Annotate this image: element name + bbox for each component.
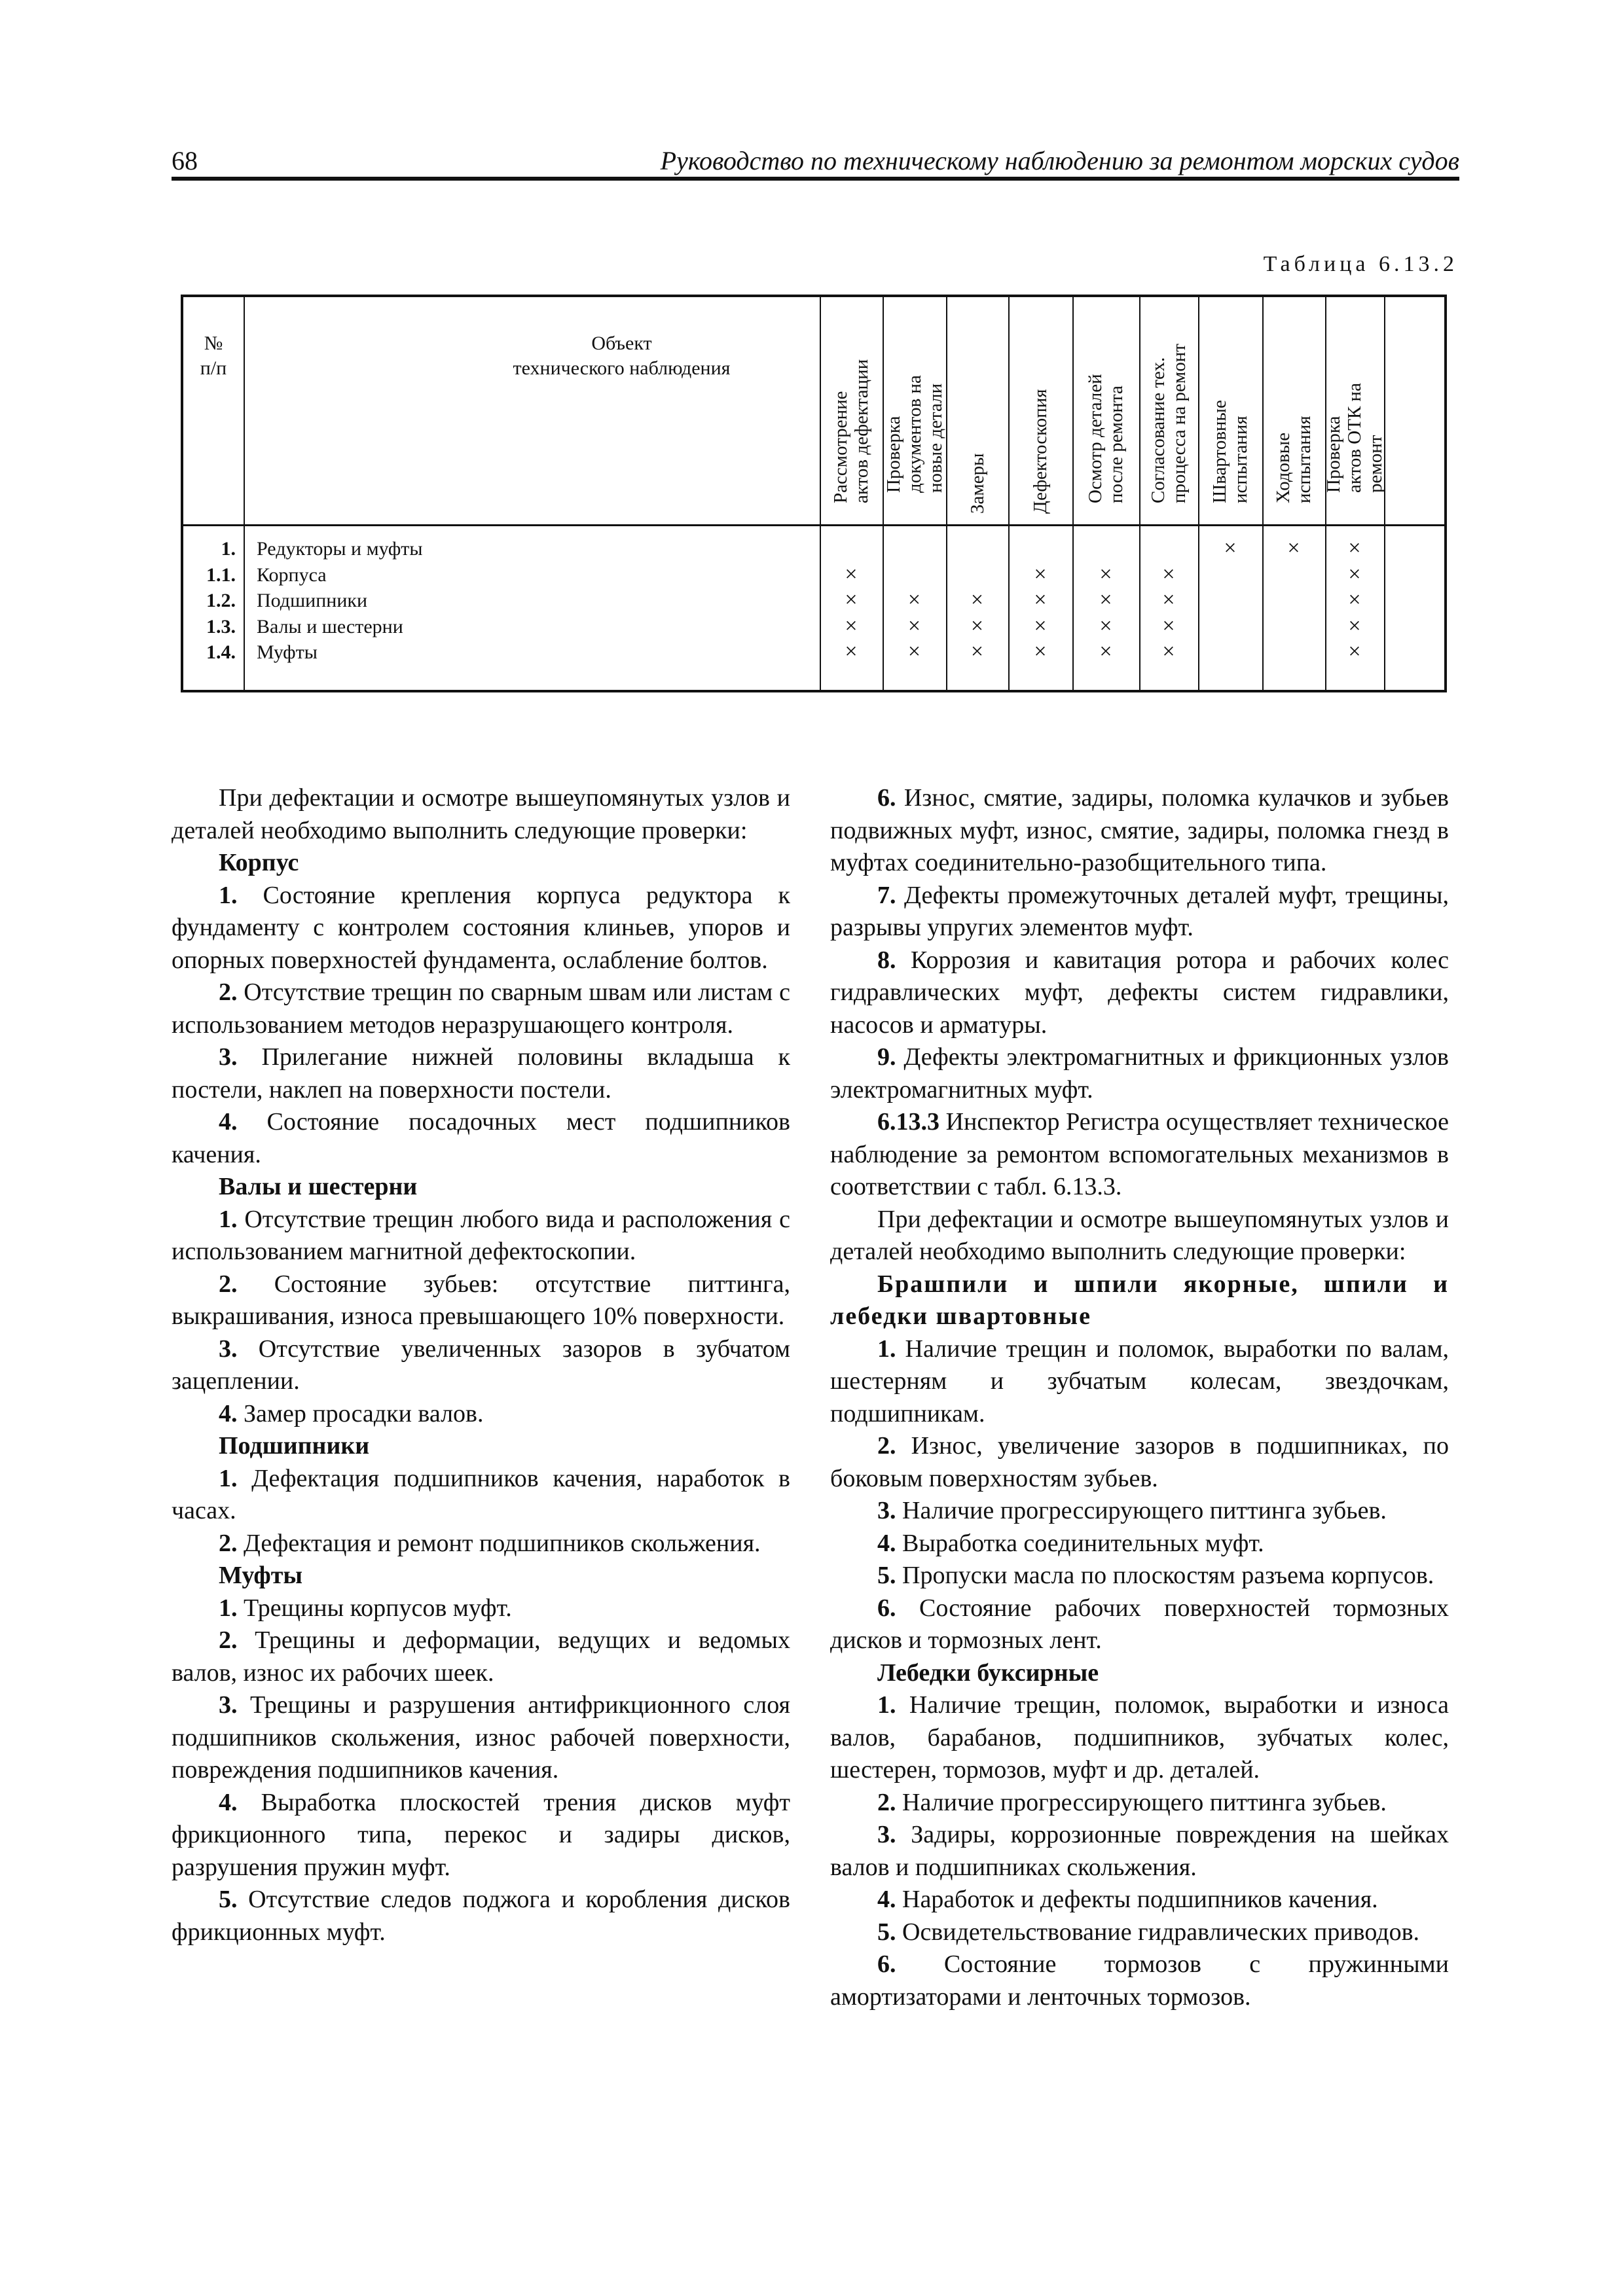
- item-number: 1.: [877, 1691, 896, 1719]
- list-item: [172, 1884, 790, 1948]
- check-mark: ×: [907, 613, 921, 638]
- col-header-label: Проверка документов на новые детали: [883, 375, 946, 493]
- col-header-7: [1262, 297, 1325, 524]
- col-header-5: [1139, 297, 1198, 524]
- item-text: Состояние рабочих поверхностей тормозных дисков и тормозных лент.: [830, 1594, 1449, 1654]
- item-text: Наработок и дефекты подшипников качения.: [896, 1886, 1378, 1913]
- item-number: 6.13.3: [877, 1108, 939, 1136]
- list-item: [172, 1398, 790, 1431]
- item-number: 2.: [219, 1529, 238, 1557]
- row-object-name: Муфты: [257, 641, 318, 663]
- list-item: [172, 880, 790, 977]
- item-text: Состояние тормозов с пружинными амортизаторами и ленточных тормозов.: [830, 1950, 1449, 2011]
- col-header-label: Рассмотрение актов дефектации: [830, 359, 872, 503]
- col-header-6: [1198, 297, 1262, 524]
- check-mark: ×: [845, 639, 858, 664]
- check-mark: ×: [1162, 639, 1175, 664]
- item-number: 5.: [877, 1562, 896, 1589]
- item-number: 6.: [877, 1594, 896, 1622]
- item-text: Наличие трещин, поломок, выработки и износа валов, барабанов, подшипников, зубчатых колес, шестерен, тормозов, муфт и др. деталей.: [830, 1691, 1449, 1784]
- table-label: Таблица 6.13.2: [1263, 252, 1458, 276]
- list-item: [172, 1106, 790, 1171]
- item-number: 2.: [877, 1432, 896, 1460]
- item-text: Отсутствие трещин любого вида и расположения с использованием магнитной дефектоскопии.: [172, 1205, 790, 1265]
- table-header-divider: [183, 524, 1444, 526]
- section-heading: Валы и шестерни: [219, 1173, 418, 1200]
- item-number: 3.: [219, 1335, 238, 1363]
- item-number: 4.: [219, 1399, 238, 1427]
- check-mark: ×: [1034, 639, 1047, 664]
- col-header-label: Согласование тех. процесса на ремонт: [1148, 344, 1190, 503]
- item-text: Износ, смятие, задиры, поломка кулачков и зубьев подвижных муфт, износ, смятие, задиры, поломка гнезд в муфтах соединительно-разобщительного типа.: [830, 784, 1449, 876]
- check-mark: ×: [1099, 588, 1112, 612]
- check-mark: ×: [1224, 536, 1237, 560]
- check-mark: ×: [1348, 588, 1361, 612]
- col-header-label: Дефектоскопия: [1030, 389, 1051, 514]
- col-header-label: Ходовые испытания: [1273, 416, 1315, 503]
- item-text: Наличие прогрессирующего питтинга зубьев.: [896, 1788, 1387, 1816]
- item-number: 5.: [877, 1918, 896, 1946]
- list-item: [830, 1948, 1449, 2013]
- list-item: [172, 1787, 790, 1884]
- list-item: [172, 1592, 790, 1625]
- list-item: [830, 1916, 1449, 1949]
- check-mark: ×: [1162, 588, 1175, 612]
- list-item: [830, 1041, 1449, 1106]
- item-number: 4.: [219, 1108, 238, 1136]
- item-text: Трещины и деформации, ведущих и ведомых валов, износ их рабочих шеек.: [172, 1626, 790, 1687]
- col-header-1: [883, 297, 946, 524]
- check-mark: ×: [845, 613, 858, 638]
- item-number: 2.: [877, 1788, 896, 1816]
- check-mark: ×: [970, 588, 984, 612]
- item-number: 1.: [877, 1335, 896, 1363]
- check-mark: ×: [845, 588, 858, 612]
- check-mark: ×: [970, 639, 984, 664]
- list-item: [830, 1430, 1449, 1495]
- table-vline: [244, 297, 245, 690]
- item-number: 1.: [219, 1205, 238, 1233]
- item-text: Пропуски масла по плоскостям разъема корпусов.: [896, 1562, 1434, 1589]
- check-mark: ×: [1348, 613, 1361, 638]
- check-mark: ×: [1348, 536, 1361, 560]
- list-item: [830, 1884, 1449, 1916]
- item-number: 2.: [219, 1270, 238, 1298]
- list-item: [830, 944, 1449, 1042]
- check-mark: ×: [1034, 588, 1047, 612]
- list-item: [172, 1268, 790, 1333]
- paragraph: При дефектации и осмотре вышеупомянутых узлов и деталей необходимо выполнить следующие проверки:: [172, 784, 790, 844]
- item-text: Трещины корпусов муфт.: [237, 1594, 512, 1622]
- right-text-column: [830, 782, 1449, 2013]
- section-heading: Муфты: [219, 1562, 303, 1589]
- item-text: Трещины и разрушения антифрикционного слоя подшипников скольжения, износ рабочей поверхности, повреждения подшипников качения.: [172, 1691, 790, 1784]
- item-text: Состояние крепления корпуса редуктора к фундаменту с контролем состояния клиньев, упоров и опорных поверхностей фундамента, ослабление болтов.: [172, 881, 790, 974]
- list-item: [830, 782, 1449, 880]
- row-number: 1.2.: [206, 590, 236, 611]
- item-number: 5.: [219, 1886, 238, 1913]
- check-mark: ×: [1348, 562, 1361, 586]
- list-item: [830, 1787, 1449, 1820]
- col-header-label: Замеры: [966, 453, 988, 514]
- item-text: Состояние посадочных мест подшипников качения.: [172, 1108, 790, 1168]
- col-header-2: [946, 297, 1008, 524]
- item-number: 6.: [877, 784, 896, 812]
- item-number: 3.: [877, 1497, 896, 1524]
- item-number: 2.: [219, 978, 238, 1006]
- list-item: [830, 1106, 1449, 1204]
- check-mark: ×: [845, 562, 858, 586]
- row-object-name: Корпуса: [257, 564, 327, 586]
- list-item: [830, 1819, 1449, 1884]
- list-item: [830, 880, 1449, 944]
- item-text: Инспектор Регистра осуществляет техническое наблюдение за ремонтом вспомогательных механизмов в соответствии с табл. 6.13.3.: [830, 1108, 1449, 1200]
- row-number: 1.3.: [206, 615, 236, 637]
- row-object-name: Редукторы и муфты: [257, 538, 423, 560]
- list-item: [830, 1528, 1449, 1560]
- item-number: 9.: [877, 1043, 896, 1071]
- col-header-0: [820, 297, 883, 524]
- list-item: [172, 977, 790, 1041]
- row-object-name: Валы и шестерни: [257, 615, 403, 637]
- item-number: 3.: [219, 1691, 238, 1719]
- list-item: [830, 1495, 1449, 1528]
- row-number: 1.4.: [206, 641, 236, 663]
- check-mark: ×: [907, 639, 921, 664]
- list-item: [830, 1560, 1449, 1592]
- page-number: 68: [172, 146, 198, 175]
- item-number: 4.: [219, 1788, 238, 1816]
- item-number: 3.: [219, 1043, 238, 1071]
- check-mark: ×: [970, 613, 984, 638]
- item-text: Коррозия и кавитация ротора и рабочих колес гидравлических муфт, дефекты систем гидравлики, насосов и арматуры.: [830, 946, 1449, 1039]
- left-text-column: [172, 782, 790, 1948]
- section-heading: Корпус: [219, 849, 299, 876]
- col-header-4: [1072, 297, 1139, 524]
- item-text: Дефектация и ремонт подшипников скольжения.: [237, 1529, 761, 1557]
- item-number: 1.: [219, 881, 238, 909]
- row-number: 1.: [221, 538, 236, 560]
- item-text: Освидетельствование гидравлических приводов.: [896, 1918, 1420, 1946]
- item-text: Выработка плоскостей трения дисков муфт фрикционного типа, перекос и задиры дисков, разрушения пружин муфт.: [172, 1788, 790, 1881]
- check-mark: ×: [1099, 639, 1112, 664]
- item-text: Наличие прогрессирующего питтинга зубьев.: [896, 1497, 1387, 1524]
- list-item: [830, 1333, 1449, 1431]
- paragraph: При дефектации и осмотре вышеупомянутых узлов и деталей необходимо выполнить следующие проверки:: [830, 1205, 1449, 1265]
- item-text: Дефекты промежуточных деталей муфт, трещины, разрывы упругих элементов муфт.: [830, 881, 1449, 941]
- check-mark: ×: [1034, 562, 1047, 586]
- col-header-label: Осмотр деталей после ремонта: [1085, 374, 1127, 503]
- item-number: 7.: [877, 881, 896, 909]
- item-text: Состояние зубьев: отсутствие питтинга, выкрашивания, износа превышающего 10% поверхности.: [172, 1270, 790, 1330]
- item-number: 4.: [877, 1886, 896, 1913]
- list-item: [172, 1041, 790, 1106]
- col-header-label: Проверка актов ОТК на ремонт: [1323, 383, 1386, 493]
- item-number: 6.: [877, 1950, 896, 1978]
- row-number: 1.1.: [206, 564, 236, 586]
- col-header-number: № п/п: [200, 332, 227, 379]
- check-mark: ×: [1348, 639, 1361, 664]
- section-heading: Лебедки буксирные: [877, 1659, 1099, 1687]
- item-text: Выработка соединительных муфт.: [896, 1529, 1264, 1557]
- list-item: [172, 1528, 790, 1560]
- item-text: Отсутствие увеличенных зазоров в зубчатом зацеплении.: [172, 1335, 790, 1395]
- list-item: [172, 1624, 790, 1689]
- item-number: 2.: [219, 1626, 238, 1654]
- item-text: Отсутствие следов поджога и коробления дисков фрикционных муфт.: [172, 1886, 790, 1946]
- list-item: [172, 1333, 790, 1398]
- item-text: Замер просадки валов.: [237, 1399, 484, 1427]
- list-item: [172, 1204, 790, 1268]
- list-item: [172, 1463, 790, 1528]
- check-mark: ×: [1162, 562, 1175, 586]
- item-number: 8.: [877, 946, 896, 974]
- item-number: 1.: [219, 1594, 238, 1622]
- item-text: Наличие трещин и поломок, выработки по валам, шестерням и зубчатым колесам, звездочкам, подшипникам.: [830, 1335, 1449, 1427]
- item-text: Отсутствие трещин по сварным швам или листам с использованием методов неразрушающего контроля.: [172, 978, 790, 1039]
- section-heading: Подшипники: [219, 1432, 370, 1460]
- list-item: [172, 1689, 790, 1787]
- item-text: Дефектация подшипников качения, наработок в часах.: [172, 1464, 790, 1524]
- header-rule: [172, 177, 1459, 181]
- col-header-8: [1325, 297, 1384, 524]
- col-header-label: Швартовные испытания: [1209, 400, 1251, 503]
- col-header-3: [1008, 297, 1072, 524]
- row-object-name: Подшипники: [257, 590, 368, 611]
- inspection-table: [181, 295, 1447, 692]
- check-mark: ×: [1287, 536, 1300, 560]
- check-mark: ×: [1034, 613, 1047, 638]
- list-item: [830, 1689, 1449, 1787]
- col-header-object: Объект технического наблюдения: [513, 332, 731, 379]
- check-mark: ×: [1162, 613, 1175, 638]
- check-mark: ×: [1099, 562, 1112, 586]
- item-text: Задиры, коррозионные повреждения на шейках валов и подшипниках скольжения.: [830, 1821, 1449, 1881]
- section-heading: Брашпили и шпили якорные, шпили и лебедки швартовные: [830, 1270, 1449, 1330]
- item-text: Износ, увеличение зазоров в подшипниках, по боковым поверхностям зубьев.: [830, 1432, 1449, 1492]
- check-mark: ×: [907, 588, 921, 612]
- item-text: Дефекты электромагнитных и фрикционных узлов электромагнитных муфт.: [830, 1043, 1449, 1103]
- item-number: 3.: [877, 1821, 896, 1848]
- check-mark: ×: [1099, 613, 1112, 638]
- running-title: Руководство по техническому наблюдению за ремонтом морских судов: [660, 146, 1459, 175]
- item-number: 1.: [219, 1464, 238, 1492]
- item-number: 4.: [877, 1529, 896, 1557]
- item-text: Прилегание нижней половины вкладыша к постели, наклеп на поверхности постели.: [172, 1043, 790, 1103]
- list-item: [830, 1592, 1449, 1657]
